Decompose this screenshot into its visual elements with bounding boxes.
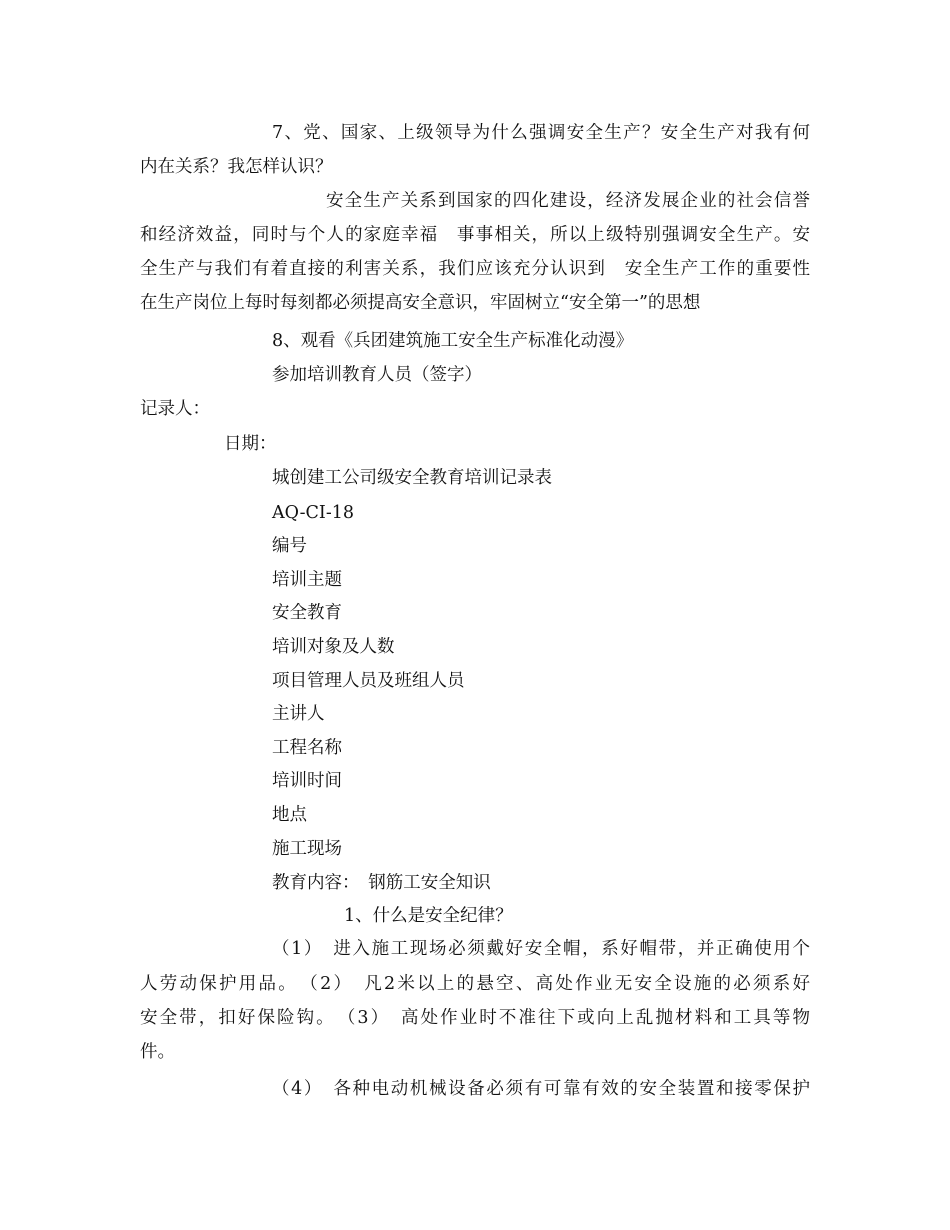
topic-value: 安全教育: [272, 603, 342, 623]
rules-line-3: 安全带，扣好保险钩。 （3） 高处作业时不准往下或向上乱抛材料和工具等物: [140, 1008, 810, 1028]
participants-signature: 参加培训教育人员（签字）: [272, 365, 482, 385]
rules-line-2: 人劳动保护用品。 （2） 凡2米以上的悬空、高处作业无安全设施的必须系好: [140, 974, 810, 994]
audience-value: 项目管理人员及班组人员: [272, 671, 465, 691]
recorder-label: 记录人：: [140, 399, 210, 419]
number-label: 编号: [272, 536, 307, 556]
rules-item-4: （4） 各种电动机械设备必须有可靠有效的安全装置和接零保护: [272, 1079, 810, 1099]
project-name-label: 工程名称: [272, 738, 342, 758]
rules-line-4: 件。: [140, 1042, 175, 1062]
question-7-line-2: 内在关系？我怎样认识？: [140, 157, 333, 177]
answer-7-line-4: 在生产岗位上每时每刻都必须提高安全意识，牢固树立“安全第一”的思想: [140, 293, 701, 313]
speaker-label: 主讲人: [272, 704, 325, 724]
date-label: 日期：: [224, 434, 277, 454]
location-value: 施工现场: [272, 839, 342, 859]
answer-7-line-3: 全生产与我们有着直接的利害关系，我们应该充分认识到 安全生产工作的重要性: [140, 259, 810, 279]
answer-7-line-2: 和经济效益，同时与个人的家庭幸福 事事相关，所以上级特别强调安全生产。安: [140, 225, 810, 245]
location-label: 地点: [272, 805, 307, 825]
question-7-line-1: 7、党、国家、上级领导为什么强调安全生产？安全生产对我有何: [272, 123, 810, 143]
item-8: 8、观看《兵团建筑施工安全生产标准化动漫》: [272, 331, 634, 351]
training-time-label: 培训时间: [272, 771, 342, 791]
content-label: 教育内容： 钢筋工安全知识: [272, 873, 491, 893]
form-title: 城创建工公司级安全教育培训记录表: [272, 468, 552, 488]
topic-label: 培训主题: [272, 570, 342, 590]
audience-label: 培训对象及人数: [272, 637, 395, 657]
rules-line-1: （1） 进入施工现场必须戴好安全帽，系好帽带，并正确使用个: [272, 939, 810, 959]
form-code: AQ-CI-18: [272, 503, 355, 523]
answer-7-line-1: 安全生产关系到国家的四化建设，经济发展企业的社会信誉: [326, 191, 810, 211]
question-1: 1、什么是安全纪律？: [344, 906, 513, 926]
